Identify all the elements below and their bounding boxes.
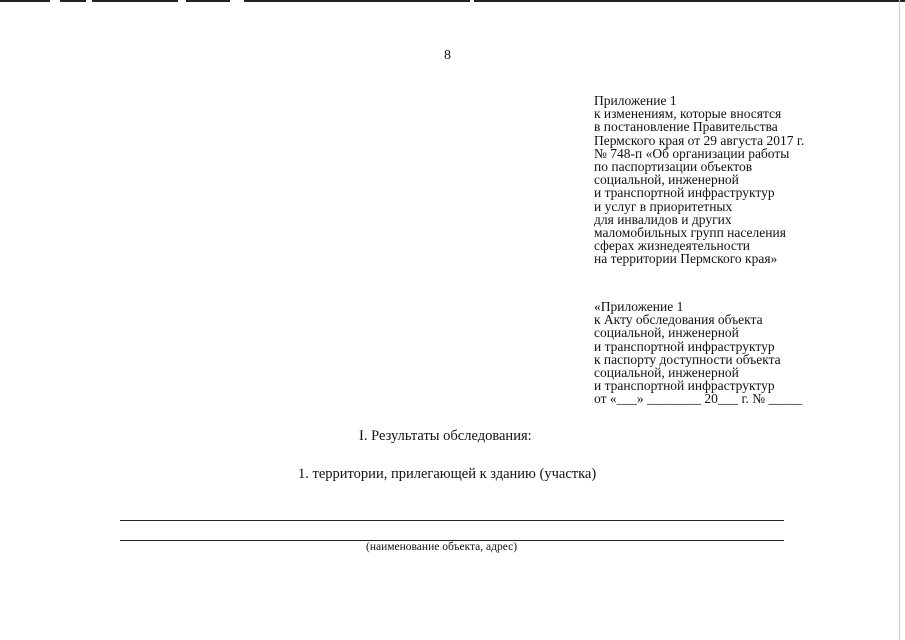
appendix-1-line: для инвалидов и других [594, 211, 732, 227]
appendix-1-line: маломобильных групп населения [594, 225, 786, 241]
appendix-act-line: к Акту обследования объекта [594, 312, 763, 328]
appendix-1-line: и транспортной инфраструктур [594, 185, 775, 201]
appendix-1-line: социальной, инженерной [594, 172, 739, 188]
appendix-1-line: Приложение 1 [594, 93, 677, 108]
appendix-1-line: и услуг в приоритетных [594, 198, 733, 214]
appendix-act-line: и транспортной инфраструктур [594, 378, 775, 394]
appendix-act-line: «Приложение 1 [594, 299, 684, 314]
top-border-line [0, 0, 905, 2]
appendix-1-header [594, 94, 804, 266]
page-edge [899, 0, 900, 640]
appendix-act-line: социальной, инженерной [594, 365, 739, 381]
appendix-act-line: и транспортной инфраструктур [594, 338, 775, 354]
appendix-1-line: на территории Пермского края» [594, 251, 778, 267]
appendix-1-line: в постановление Правительства [594, 119, 778, 135]
subsection-heading: 1. территории, прилегающей к зданию (участка) [298, 466, 597, 482]
appendix-1-line: № 748-п «Об организации работы [594, 145, 790, 161]
appendix-1-line: сферах жизнедеятельности [594, 238, 750, 254]
field-caption: (наименование объекта, адрес) [366, 541, 518, 553]
appendix-1-line: Пермского края от 29 августа 2017 г. [594, 132, 805, 148]
appendix-1-line: по паспортизации объектов [594, 159, 753, 175]
section-heading: I. Результаты обследования: [359, 428, 532, 444]
appendix-act-line: к паспорту доступности объекта [594, 351, 781, 367]
appendix-act-date-line: от «___» ________ 20___ г. № _____ [594, 391, 803, 407]
appendix-act-header [594, 300, 802, 406]
page-number: 8 [444, 48, 451, 63]
blank-fill-line [120, 520, 784, 521]
appendix-1-line: к изменениям, которые вносятся [594, 106, 782, 122]
appendix-act-line: социальной, инженерной [594, 325, 739, 341]
